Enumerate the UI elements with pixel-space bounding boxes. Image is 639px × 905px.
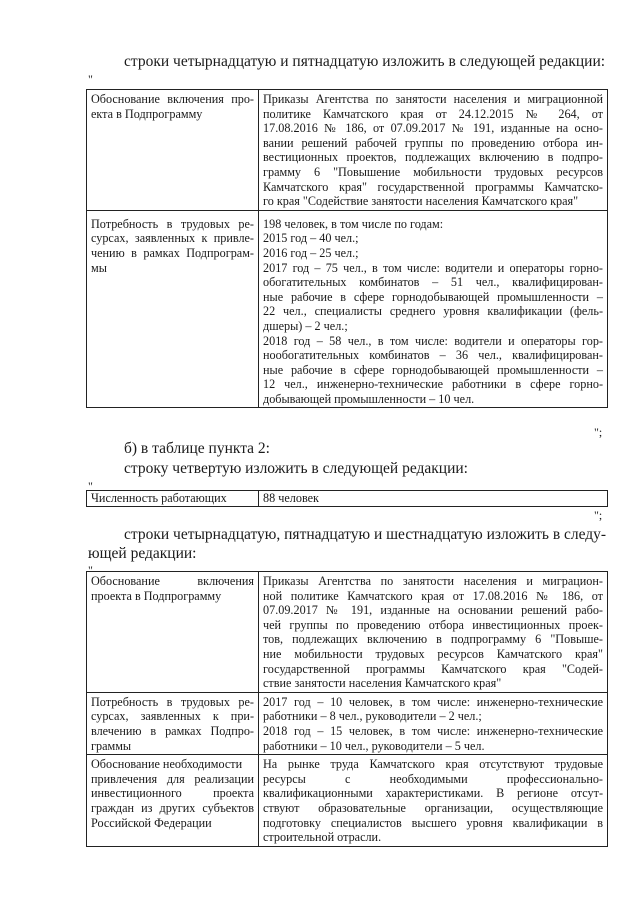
close-quote-mark: "; — [594, 508, 603, 522]
row-label: Обоснование включения про- екта в Подпрограмму — [87, 90, 259, 211]
heading-rows-14-15: строки четырнадцатую и пятнадцатую изложить в следующей редакции: — [124, 53, 606, 70]
row-label: Потребность в трудовых ре- сурсах, заявленных к при- влечению в рамках Подпро- граммы — [87, 692, 259, 754]
table-row — [87, 491, 608, 507]
row-label: Обоснование необходимости привлечения для реализации инвестиционного проекта граждан из других субъектов Российской Федерации — [87, 755, 259, 847]
row-value: 198 человек, в том числе по годам: 2015 год – 40 чел.; 2016 год – 25 чел.; 2017 год – 75 чел., в том числе: водители и операторы горно- обогатительных комбинатов – 51 чел., квалифицирован- ные рабочие в сфере горнодобывающей промышленности – 22 чел., специалисты среднего уровня квалификации (фель- дшеры) – 2 чел.; 2018 год – 58 чел., в том числе: водители и операторы гор- нообогатительных комбинатов – 36 чел., квалифицирован- ные рабочие в сфере горнодобывающей промышленности – 12 чел., инженерно-технические работники в сфере горно- добывающей промышленности – 10 чел. — [259, 210, 608, 408]
heading-rows-14-16-line1: строки четырнадцатую, пятнадцатую и шестнадцатую изложить в следу- — [124, 526, 607, 543]
table-row — [87, 755, 608, 847]
heading-table-point-2: б) в таблице пункта 2: — [124, 440, 270, 457]
heading-row-4: строку четвертую изложить в следующей редакции: — [124, 460, 468, 477]
table-row — [87, 572, 608, 693]
open-quote-mark: " — [88, 563, 93, 577]
row-value: Приказы Агентства по занятости населения и миграционной политике Камчатского края от 24.12.2015 № 264, от 17.08.2016 № 186, от 07.09.2017 № 191, изданные на осно- вании решений рабочей группы по проведению отбора ин- вестиционных проектов, подлежащих включению в подпро- грамму 6 "Повышение мобильности трудовых ресурсов Камчатского края" государственной программы Камчатско- го края "Содействие занятости населения Камчатского края" — [259, 90, 608, 211]
table-3 — [86, 571, 608, 847]
table-1 — [86, 89, 608, 408]
heading-rows-14-16-line2: ющей редакции: — [88, 545, 197, 562]
table-row — [87, 210, 608, 408]
table-2 — [86, 490, 608, 507]
row-value: На рынке труда Камчатского края отсутствуют трудовые ресурсы с необходимыми профессионально- квалификационными характеристиками. В регионе отсут- ствуют образовательные организации, осуществляющие подготовку специалистов высшего уровня квалификации в строительной отрасли. — [259, 755, 608, 847]
open-quote-mark: " — [88, 72, 93, 86]
table-row — [87, 692, 608, 754]
row-value: 2017 год – 10 человек, в том числе: инженерно-технические работники – 8 чел., руководители – 2 чел.; 2018 год – 15 человек, в том числе: инженерно-технические работники – 10 чел., руководители – 5 чел. — [259, 692, 608, 754]
row-label: Потребность в трудовых ре- сурсах, заявленных к привле- чению в рамках Подпрограм- мы — [87, 210, 259, 408]
close-quote-mark: "; — [594, 425, 603, 439]
table-row — [87, 90, 608, 211]
row-label: Численность работающих — [87, 491, 259, 507]
row-value: Приказы Агентства по занятости населения и миграцион- ной политике Камчатского края от 17.08.2016 № 186, от 07.09.2017 № 191, изданные на основании решений рабо- чей группы по проведению отбора инвестиционных проек- тов, подлежащих включению в подпрограмму 6 "Повыше- ние мобильности трудовых ресурсов Камчатского края" государственной программы Камчатского края "Содей- ствие занятости населения Камчатского края" — [259, 572, 608, 693]
open-quote-mark: " — [88, 479, 93, 493]
row-label: Обоснование включения проекта в Подпрограмму — [87, 572, 259, 693]
row-value: 88 человек — [259, 491, 608, 507]
